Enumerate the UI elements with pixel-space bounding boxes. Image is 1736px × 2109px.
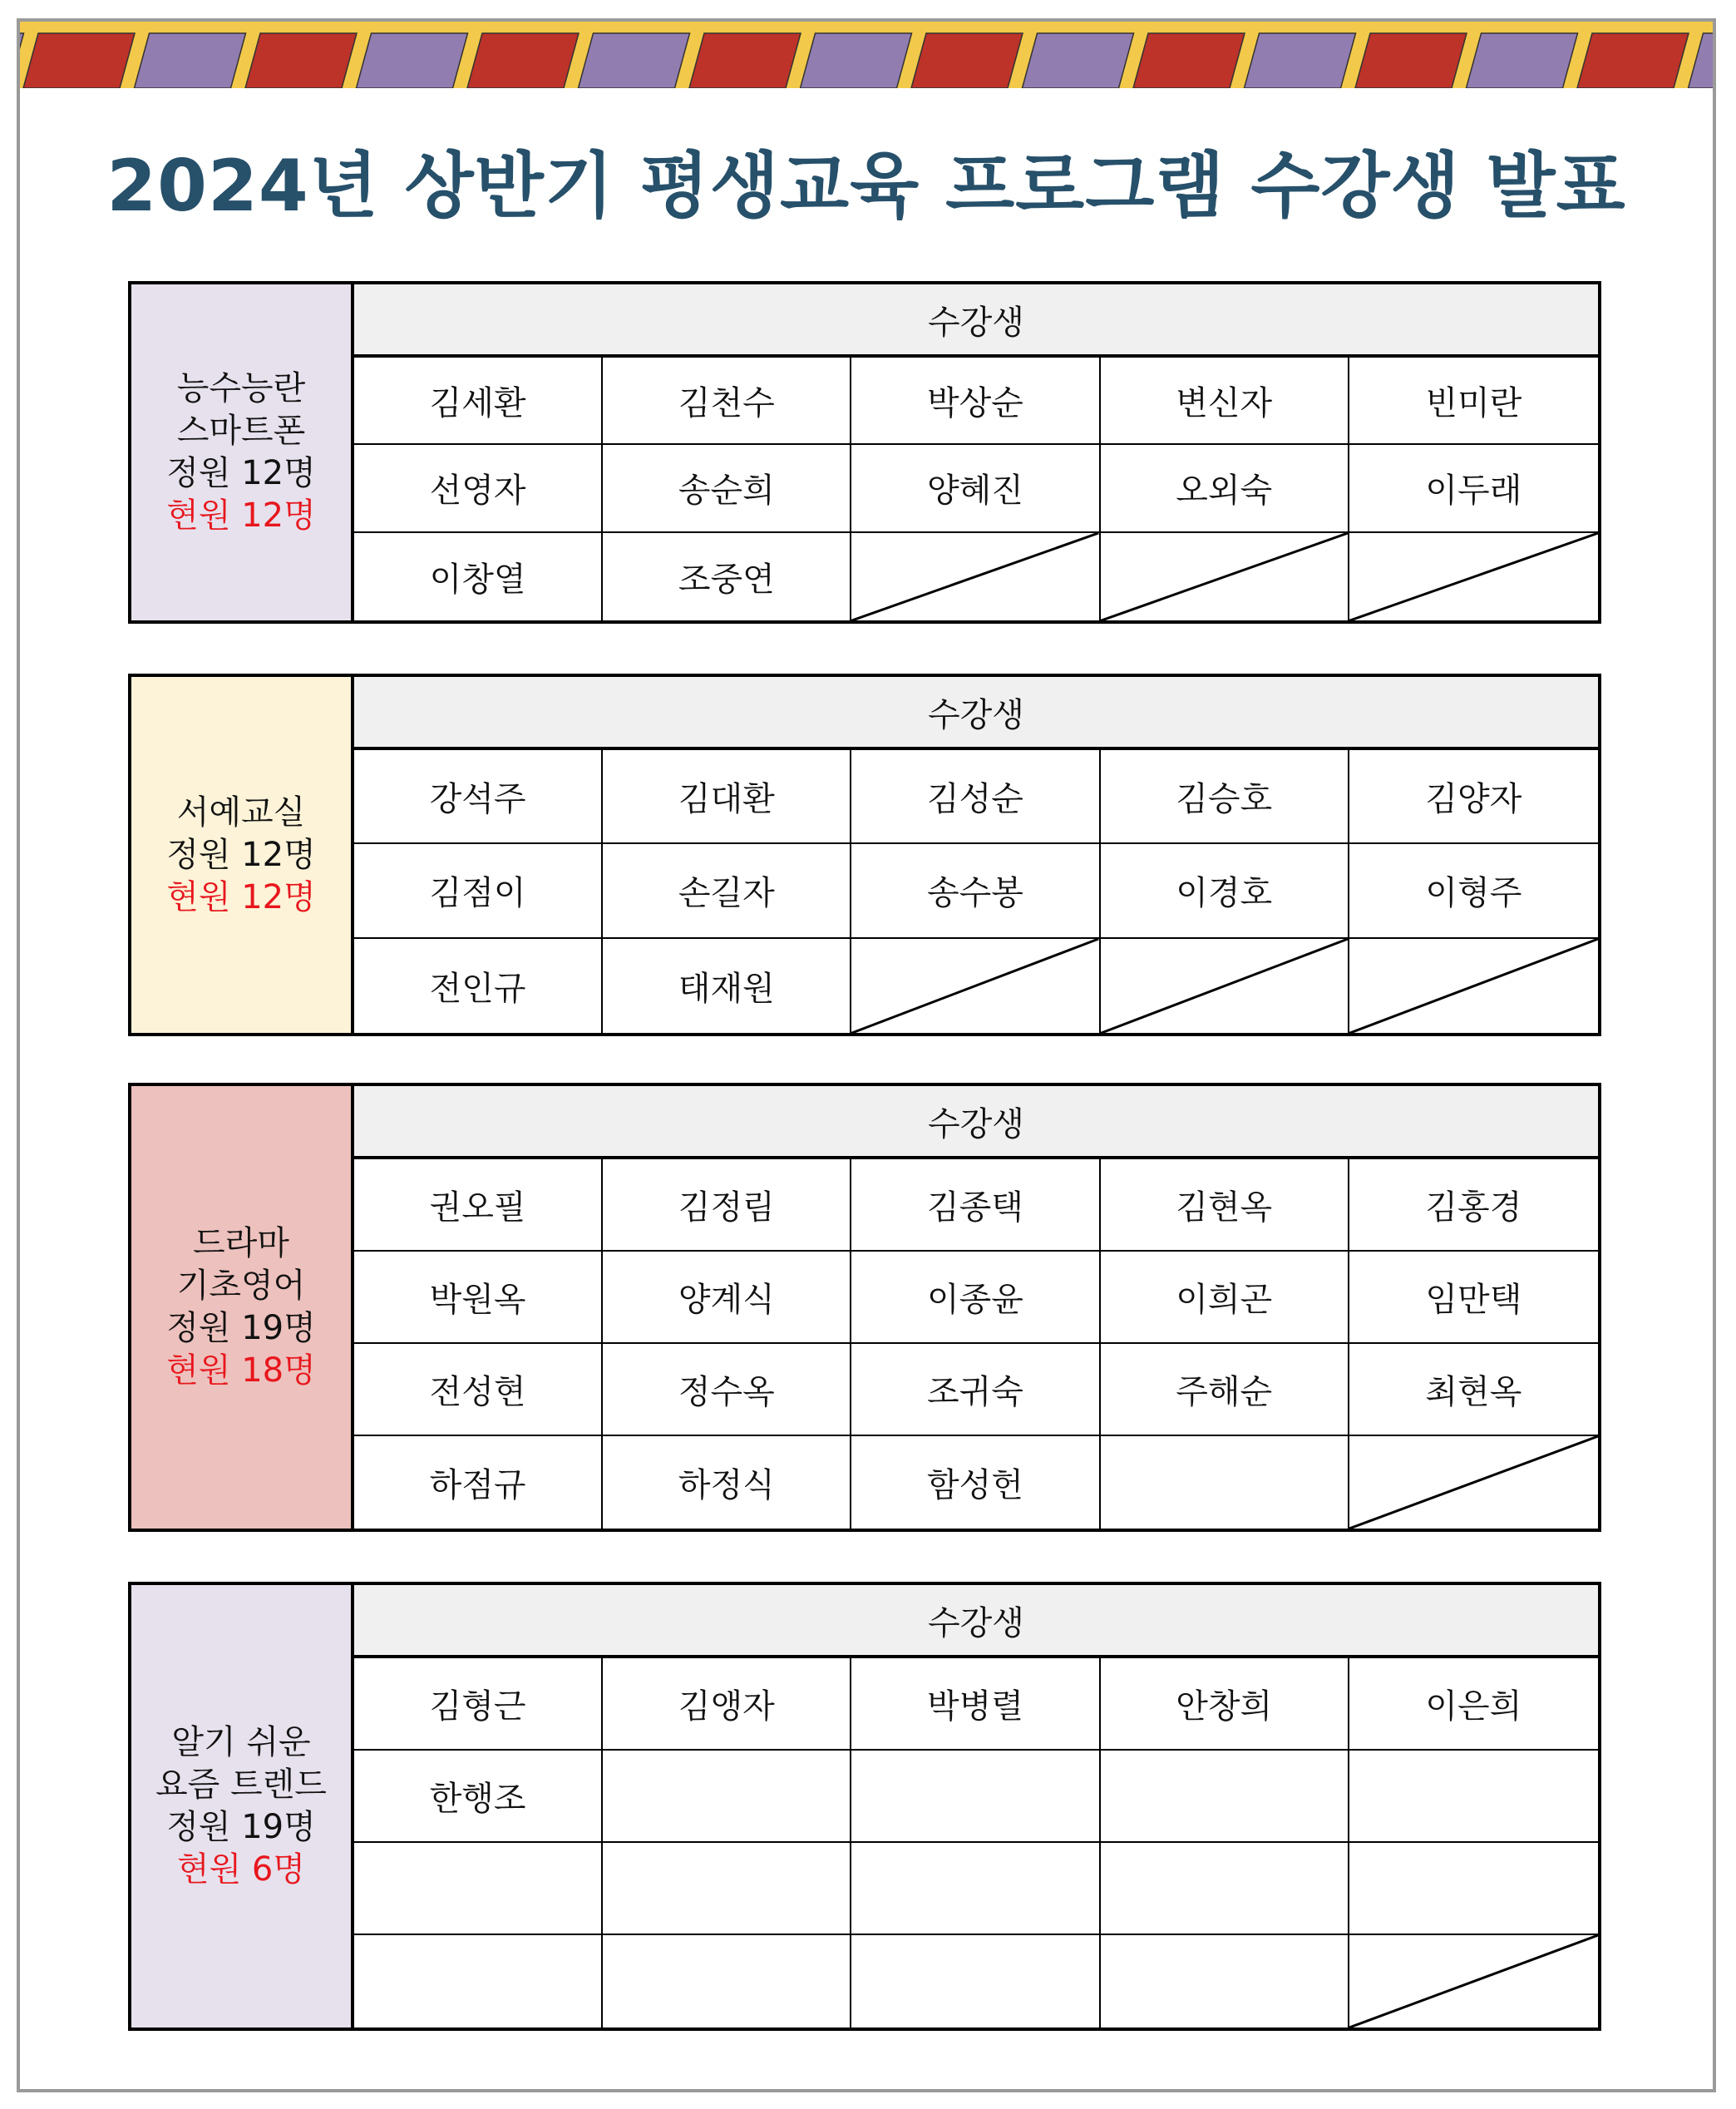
student-name-cell: 조중연	[603, 533, 851, 620]
students-header: 수강생	[354, 1086, 1598, 1159]
stripe-segment	[1023, 33, 1134, 88]
student-name-cell: 김종택	[851, 1159, 1100, 1252]
student-name-cell: 양계식	[603, 1252, 851, 1344]
student-name-cell: 김양자	[1349, 750, 1598, 844]
course-name-line: 스마트폰	[176, 412, 306, 450]
empty-cell	[603, 1843, 851, 1935]
students-header: 수강생	[354, 1585, 1598, 1658]
course-capacity: 정원 19명	[166, 1309, 316, 1347]
empty-cell	[1349, 1751, 1598, 1843]
empty-cell	[1349, 1843, 1598, 1935]
empty-slot-slash	[851, 533, 1100, 620]
student-name-cell: 빈미란	[1349, 358, 1598, 445]
course-current-count: 현원 18명	[166, 1351, 316, 1390]
course-capacity: 정원 19명	[166, 1808, 316, 1846]
student-name-cell: 전성현	[354, 1344, 603, 1436]
empty-slot-slash	[851, 939, 1100, 1033]
empty-slot-slash	[1101, 533, 1349, 620]
student-name-cell: 함성헌	[851, 1436, 1100, 1529]
student-name-cell: 조귀숙	[851, 1344, 1100, 1436]
empty-cell	[851, 1843, 1100, 1935]
empty-slot-slash	[1349, 939, 1598, 1033]
stripe-segment	[1245, 33, 1356, 88]
student-name-cell: 박상순	[851, 358, 1100, 445]
student-name-cell: 하점규	[354, 1436, 603, 1529]
stripe-segment	[23, 33, 135, 88]
student-name-cell: 박병렬	[851, 1658, 1100, 1751]
students-header: 수강생	[354, 284, 1598, 358]
empty-cell	[603, 1935, 851, 2028]
empty-slot-slash	[1349, 533, 1598, 620]
student-name-cell: 김홍경	[1349, 1159, 1598, 1252]
stripe-segment	[1577, 33, 1689, 88]
course-name-line: 알기 쉬운	[171, 1723, 311, 1761]
diagonal-slash-icon	[1349, 1436, 1598, 1529]
student-name-cell: 김현옥	[1101, 1159, 1349, 1252]
empty-slot-slash	[1101, 939, 1349, 1033]
student-name-cell: 송순희	[603, 445, 851, 532]
student-name-cell: 이경호	[1101, 844, 1349, 938]
course-label-panel	[131, 1585, 354, 2028]
empty-cell	[354, 1935, 603, 2028]
student-name-cell: 권오필	[354, 1159, 603, 1252]
diagonal-slash-icon	[851, 939, 1098, 1033]
student-name-cell: 김승호	[1101, 750, 1349, 844]
student-name-cell: 주해순	[1101, 1344, 1349, 1436]
student-name-cell: 박원옥	[354, 1252, 603, 1344]
student-grid	[354, 358, 1598, 620]
stripe-segment	[579, 33, 690, 88]
student-name-cell: 오외숙	[1101, 445, 1349, 532]
student-name-cell: 하정식	[603, 1436, 851, 1529]
stripe-segment	[801, 33, 912, 88]
course-name-line: 드라마	[193, 1224, 289, 1262]
student-name-cell: 최현옥	[1349, 1344, 1598, 1436]
empty-slot-slash	[1349, 1935, 1598, 2028]
course-label-panel	[131, 284, 354, 620]
course-name-line: 기초영어	[176, 1267, 306, 1305]
stripe-segment	[135, 33, 246, 88]
diagonal-slash-icon	[1349, 939, 1598, 1033]
course-current-count: 현원 12명	[166, 877, 316, 916]
student-name-cell: 선영자	[354, 445, 603, 532]
student-name-cell: 손길자	[603, 844, 851, 938]
diagonal-slash-icon	[1101, 939, 1348, 1033]
course-table	[128, 1582, 1601, 2031]
diagonal-slash-icon	[851, 533, 1098, 620]
stripe-segment	[1467, 33, 1578, 88]
student-name-cell: 이두래	[1349, 445, 1598, 532]
empty-cell	[1101, 1436, 1349, 1529]
empty-slot-slash	[1349, 1436, 1598, 1529]
student-name-cell: 김점이	[354, 844, 603, 938]
student-name-cell: 김형근	[354, 1658, 603, 1751]
student-name-cell: 김성순	[851, 750, 1100, 844]
notice-page	[17, 18, 1716, 2092]
student-name-cell: 이창열	[354, 533, 603, 620]
student-name-cell: 김천수	[603, 358, 851, 445]
stripe-segment	[911, 33, 1023, 88]
student-name-cell: 김세환	[354, 358, 603, 445]
diagonal-slash-icon	[1349, 533, 1598, 620]
student-name-cell: 김대환	[603, 750, 851, 844]
diagonal-slash-icon	[1101, 533, 1348, 620]
student-name-cell: 김정림	[603, 1159, 851, 1252]
student-grid	[354, 1658, 1598, 2028]
stripe-segment	[689, 33, 801, 88]
student-name-cell: 태재원	[603, 939, 851, 1033]
course-capacity: 정원 12명	[166, 454, 316, 492]
student-name-cell: 이형주	[1349, 844, 1598, 938]
empty-cell	[1101, 1935, 1349, 2028]
student-name-cell: 김앵자	[603, 1658, 851, 1751]
course-name-line: 요즘 트렌드	[155, 1766, 327, 1804]
student-name-cell: 이희곤	[1101, 1252, 1349, 1344]
empty-cell	[1101, 1751, 1349, 1843]
student-grid	[354, 750, 1598, 1033]
student-name-cell: 강석주	[354, 750, 603, 844]
course-table	[128, 1083, 1601, 1532]
course-capacity: 정원 12명	[166, 835, 316, 874]
decorative-stripe-band	[20, 22, 1713, 88]
stripe-segment	[357, 33, 468, 88]
course-label-panel	[131, 677, 354, 1033]
course-label-panel	[131, 1086, 354, 1529]
course-name-line: 서예교실	[176, 793, 306, 832]
empty-cell	[851, 1935, 1100, 2028]
empty-cell	[603, 1751, 851, 1843]
course-table	[128, 281, 1601, 624]
page-title: 2024년 상반기 평생교육 프로그램 수강생 발표	[106, 145, 1626, 228]
empty-cell	[354, 1843, 603, 1935]
course-current-count: 현원 12명	[166, 496, 316, 535]
student-name-cell: 전인규	[354, 939, 603, 1033]
student-name-cell: 양혜진	[851, 445, 1100, 532]
student-name-cell: 정수옥	[603, 1344, 851, 1436]
student-grid	[354, 1159, 1598, 1529]
course-name-line: 능수능란	[176, 369, 306, 407]
student-name-cell: 임만택	[1349, 1252, 1598, 1344]
stripe-segment	[467, 33, 579, 88]
student-name-cell: 변신자	[1101, 358, 1349, 445]
student-name-cell: 이종윤	[851, 1252, 1100, 1344]
course-table	[128, 674, 1601, 1036]
diagonal-slash-icon	[1349, 1935, 1598, 2028]
course-current-count: 현원 6명	[176, 1850, 306, 1889]
empty-cell	[1101, 1843, 1349, 1935]
stripe-segment	[1133, 33, 1245, 88]
stripe-segment	[245, 33, 357, 88]
student-name-cell: 송수봉	[851, 844, 1100, 938]
student-name-cell: 한행조	[354, 1751, 603, 1843]
empty-cell	[851, 1751, 1100, 1843]
students-header: 수강생	[354, 677, 1598, 750]
student-name-cell: 이은희	[1349, 1658, 1598, 1751]
student-name-cell: 안창희	[1101, 1658, 1349, 1751]
stripe-segment	[1355, 33, 1467, 88]
